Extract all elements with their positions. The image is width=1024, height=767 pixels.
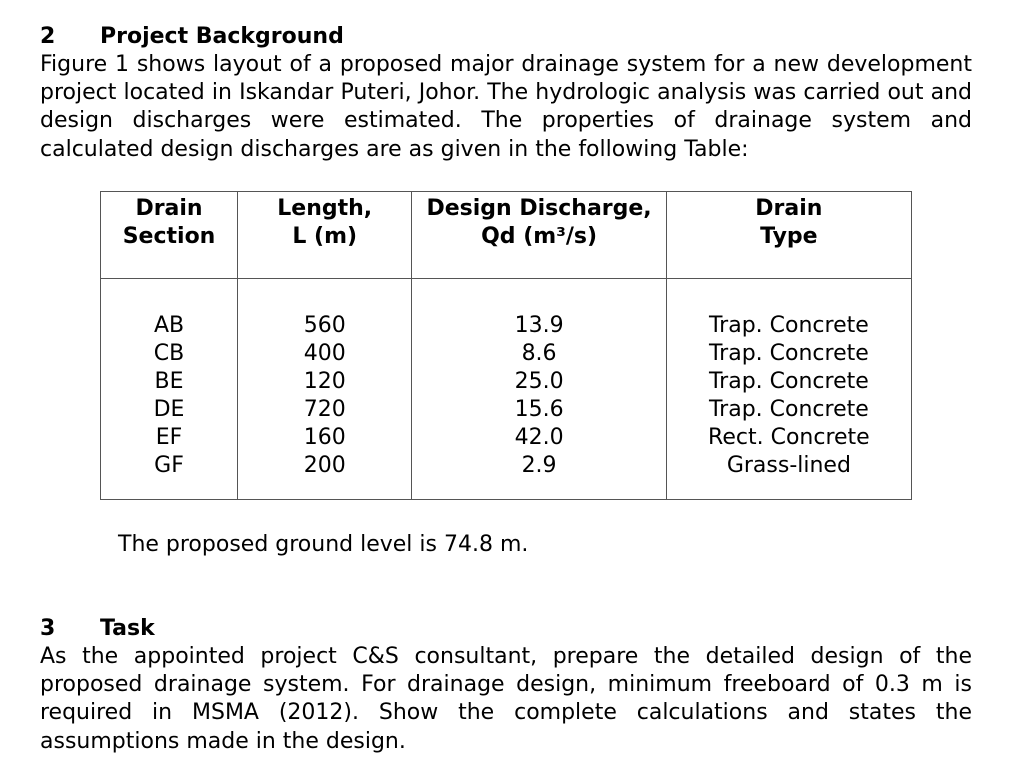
length-cell: 560 <box>303 313 346 338</box>
section-2-title: Project Background <box>100 24 344 49</box>
section-3-heading <box>40 615 155 643</box>
section-column <box>101 279 238 500</box>
header-text: Drain <box>135 196 203 221</box>
section-cell: CB <box>153 341 185 366</box>
length-column <box>238 279 412 500</box>
section-2-paragraph <box>40 51 972 164</box>
length-cell: 160 <box>303 425 346 450</box>
header-text: Design Discharge, <box>426 196 652 221</box>
section-cell: DE <box>153 397 185 422</box>
header-drain-type <box>666 192 911 279</box>
discharge-cell: 42.0 <box>514 425 564 450</box>
length-cell: 120 <box>303 369 346 394</box>
header-text: L (m) <box>292 224 358 249</box>
discharge-column <box>412 279 666 500</box>
header-text: Length, <box>277 196 373 221</box>
section-2-heading <box>40 23 344 51</box>
discharge-cell: 25.0 <box>514 369 564 394</box>
table-body-row <box>101 279 912 500</box>
section-cell: AB <box>153 313 185 338</box>
header-text: Type <box>760 224 818 249</box>
drainage-properties-table <box>100 191 912 500</box>
type-cell: Trap. Concrete <box>708 313 869 338</box>
section-cell: BE <box>154 369 184 394</box>
type-cell: Trap. Concrete <box>708 397 869 422</box>
type-cell: Rect. Concrete <box>708 425 870 450</box>
header-design-discharge <box>412 192 666 279</box>
discharge-cell: 13.9 <box>514 313 564 338</box>
type-column <box>666 279 911 500</box>
discharge-cell: 15.6 <box>514 397 564 422</box>
section-cell: GF <box>154 453 184 478</box>
table-header-row <box>101 192 912 279</box>
type-cell: Trap. Concrete <box>708 369 869 394</box>
section-3-paragraph-text: As the appointed project C&S consultant, prepare the detailed design of the proposed drainage system. For drainage design, minimum freeboard of 0.3 m is required in MSMA (2012). Show the complete calculations and states the assumptions made in the design. <box>40 644 972 754</box>
length-cell: 200 <box>303 453 346 478</box>
ground-level-note: The proposed ground level is 74.8 m. <box>118 532 529 557</box>
type-cell: Grass-lined <box>726 453 851 478</box>
header-length <box>238 192 412 279</box>
header-drain-section <box>101 192 238 279</box>
type-cell: Trap. Concrete <box>708 341 869 366</box>
header-text: Qd (m³/s) <box>481 224 598 249</box>
section-cell: EF <box>155 425 183 450</box>
section-3-number: 3 <box>40 616 56 641</box>
section-2-number: 2 <box>40 24 56 49</box>
header-text: Drain <box>755 196 823 221</box>
header-text: Section <box>122 224 216 249</box>
discharge-cell: 8.6 <box>521 341 557 366</box>
section-2-paragraph-text: Figure 1 shows layout of a proposed major drainage system for a new development project located in Iskandar Puteri, Johor. The hydrologic analysis was carried out and design discharges were estimated. The properties of drainage system and calculated design discharges are as given in the following Table: <box>40 52 972 162</box>
section-3-title: Task <box>100 616 155 641</box>
discharge-cell: 2.9 <box>521 453 557 478</box>
length-cell: 400 <box>303 341 346 366</box>
section-3-paragraph <box>40 643 972 756</box>
length-cell: 720 <box>303 397 346 422</box>
